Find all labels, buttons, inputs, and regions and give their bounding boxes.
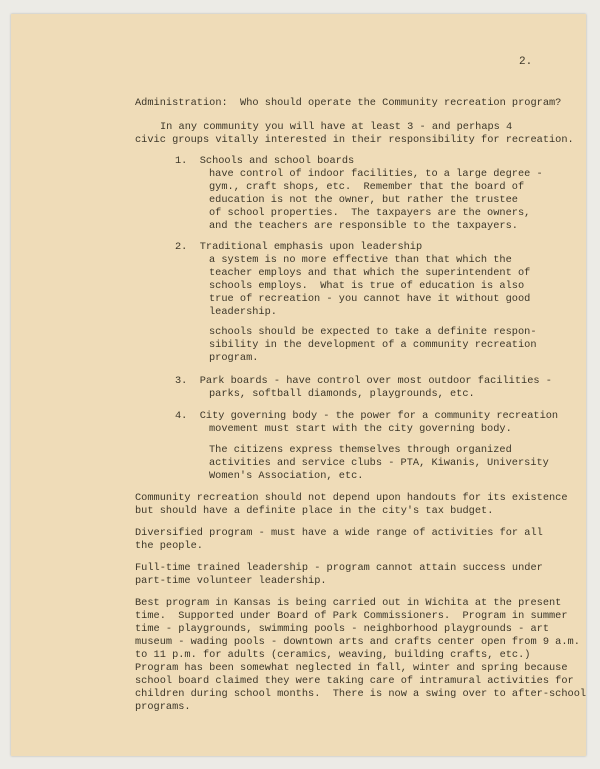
text-line: have control of indoor facilities, to a large degree - (209, 168, 543, 180)
text-line: schools should be expected to take a definite respon- (209, 326, 537, 338)
text-line: civic groups vitally interested in their responsibility for recreation. (135, 134, 574, 146)
text-line: the people. (135, 540, 203, 552)
text-line: leadership. (209, 306, 277, 318)
text-line: In any community you will have at least 3 - and perhaps 4 (160, 121, 513, 133)
text-line: a system is no more effective than that which the (209, 254, 512, 266)
text-line: schools employs. What is true of education is also (209, 280, 525, 292)
text-line: Women's Association, etc. (209, 470, 364, 482)
text-line: The citizens express themselves through organized (209, 444, 512, 456)
text-line: gym., craft shops, etc. Remember that the board of (209, 181, 525, 193)
text-line: and the teachers are responsible to the taxpayers. (209, 220, 518, 232)
text-line: time - playgrounds, swimming pools - neighborhood playgrounds - art (135, 623, 550, 635)
list-item-heading: 2. Traditional emphasis upon leadership (175, 241, 423, 253)
text-line: program. (209, 352, 259, 364)
document-page (11, 14, 586, 756)
list-item-heading: 4. City governing body - the power for a community recreation (175, 410, 559, 422)
text-line: true of recreation - you cannot have it without good (209, 293, 531, 305)
text-line: teacher employs and that which the superintendent of (209, 267, 531, 279)
text-line: Program has been somewhat neglected in fall, winter and spring because (135, 662, 568, 674)
text-line: museum - wading pools - downtown arts and crafts center open from 9 a.m. (135, 636, 580, 648)
heading-line: Administration: Who should operate the Community recreation program? (135, 97, 562, 109)
text-line: children during school months. There is now a swing over to after-school (135, 688, 587, 700)
text-line: parks, softball diamonds, playgrounds, etc. (209, 388, 475, 400)
text-line: Full-time trained leadership - program cannot attain success under (135, 562, 543, 574)
text-line: Diversified program - must have a wide range of activities for all (135, 527, 543, 539)
text-line: education is not the owner, but rather the trustee (209, 194, 518, 206)
page-number: 2. (519, 56, 533, 68)
text-line: Best program in Kansas is being carried out in Wichita at the present (135, 597, 562, 609)
list-item-heading: 1. Schools and school boards (175, 155, 355, 167)
text-line: movement must start with the city governing body. (209, 423, 512, 435)
text-line: Community recreation should not depend upon handouts for its existence (135, 492, 568, 504)
list-item-heading: 3. Park boards - have control over most outdoor facilities - (175, 375, 552, 387)
text-line: programs. (135, 701, 191, 713)
text-line: time. Supported under Board of Park Commissioners. Program in summer (135, 610, 568, 622)
text-line: to 11 p.m. for adults (ceramics, weaving, building crafts, etc.) (135, 649, 531, 661)
text-line: part-time volunteer leadership. (135, 575, 327, 587)
text-line: of school properties. The taxpayers are the owners, (209, 207, 531, 219)
text-line: school board claimed they were taking care of intramural activities for (135, 675, 574, 687)
text-line: sibility in the development of a community recreation (209, 339, 537, 351)
text-line: but should have a definite place in the city's tax budget. (135, 505, 494, 517)
text-line: activities and service clubs - PTA, Kiwanis, University (209, 457, 549, 469)
